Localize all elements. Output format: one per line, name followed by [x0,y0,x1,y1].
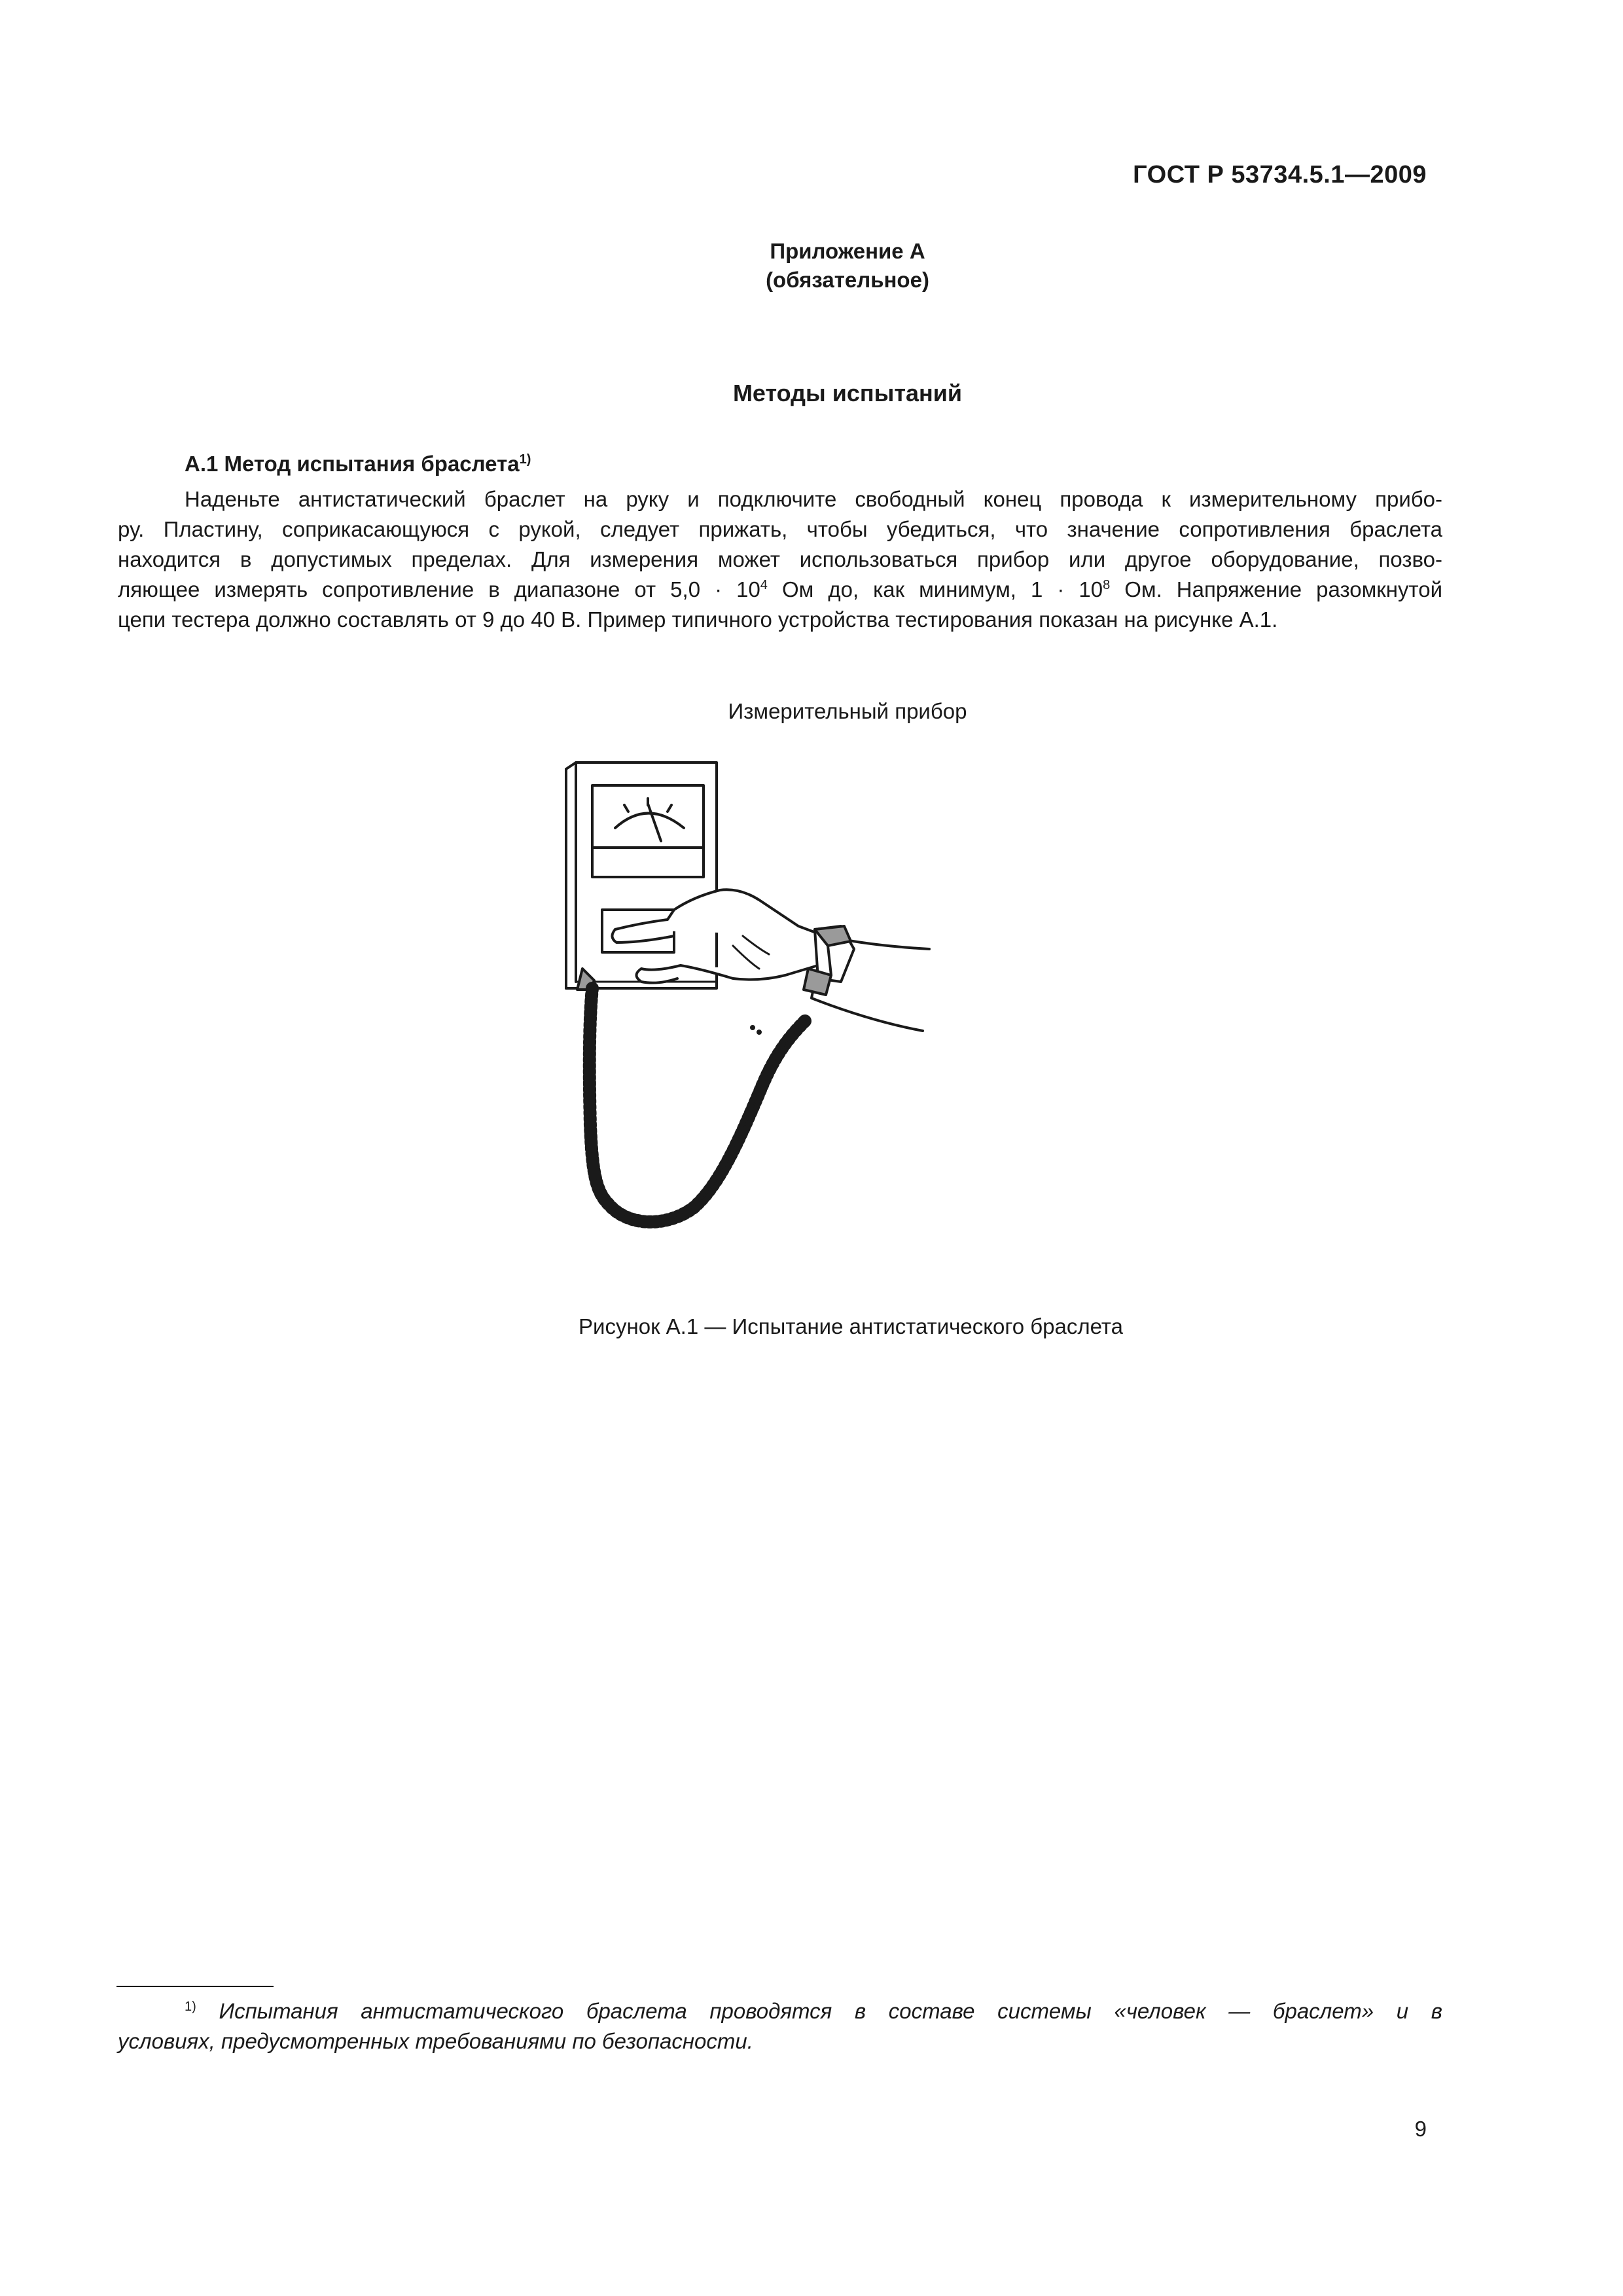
appendix-heading [0,237,1623,295]
appendix-title: Приложение А [770,239,925,263]
paragraph-line: цепи тестера должно составлять от 9 до 40 В. Пример типичного устройства тестирования показан на рисунке А.1. [118,607,1278,632]
paragraph-line: Наденьте антистатический браслет на руку и подключите свободный конец провода к измерительному прибо- [185,487,1442,511]
paragraph-line: ру. Пластину, соприкасающуюся с рукой, следует прижать, чтобы убедиться, что значение сопротивления браслета [118,517,1442,541]
footnote-line: условиях, предусмотренных требованиями по безопасности. [118,2029,753,2053]
footnote-text: Испытания антистатического браслета проводятся в составе системы «человек — браслет» и в [219,1999,1443,2023]
meter-display [592,785,704,877]
wrist-strap-test-illustration [543,746,1014,1322]
paragraph-line [118,575,1442,605]
standard-code: ГОСТ Р 53734.5.1—2009 [1133,161,1427,188]
footnote-reference[interactable]: 1) [519,452,531,467]
figure-label [0,699,1623,724]
paragraph-line: находится в допустимых пределах. Для измерения может использоваться прибор или другое оборудование, позво- [118,547,1442,571]
subsection-heading [185,452,531,476]
figure-label-text: Измерительный прибор [728,699,967,723]
exponent: 8 [1103,578,1111,592]
page-number: 9 [1414,2117,1427,2141]
appendix-status: (обязательное) [766,268,929,292]
footnote-line [118,1996,1442,2026]
section-title [0,380,1623,407]
subsection-heading-text: А.1 Метод испытания браслета [185,452,520,476]
section-title-text: Методы испытаний [732,380,963,406]
footnote-marker: 1) [185,2000,196,2014]
coiled-cord [590,988,805,1222]
paragraph-fragment: Ом до, как минимум, 1 · 10 [767,577,1103,601]
footnote-separator [116,1986,274,1987]
exponent: 4 [760,578,768,592]
footnote [118,1996,1442,2056]
figure-caption-text: Рисунок А.1 — Испытание антистатического браслета [579,1314,1123,1338]
paragraph-fragment: ляющее измерять сопротивление в диапазоне от 5,0 · 10 [118,577,760,601]
paragraph-fragment: Ом. Напряжение разомкнутой [1110,577,1443,601]
wrist-strap [804,926,854,995]
body-paragraph [118,484,1442,635]
figure-caption [0,1314,1623,1339]
